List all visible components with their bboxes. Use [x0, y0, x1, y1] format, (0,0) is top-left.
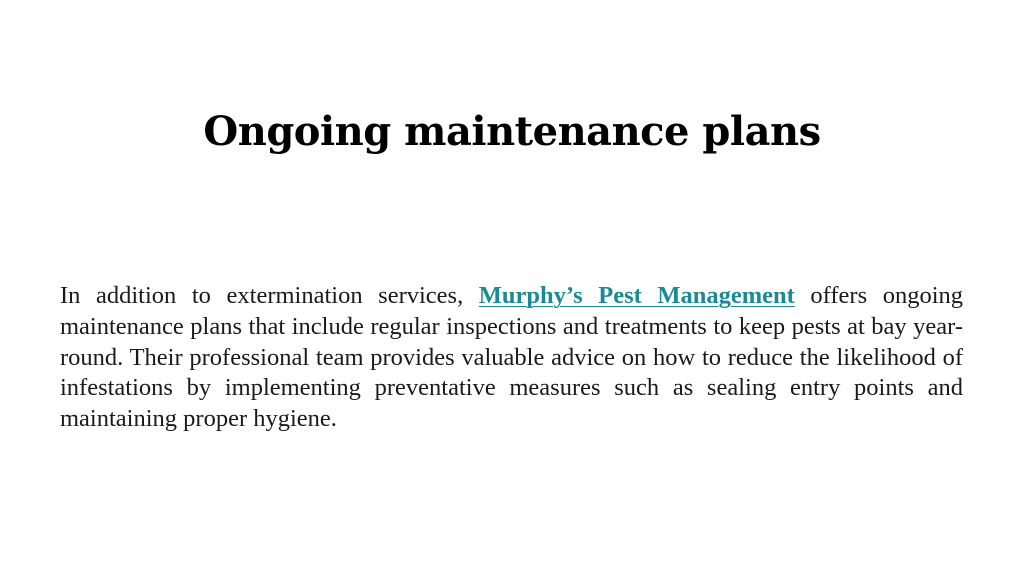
slide-title: Ongoing maintenance plans — [203, 108, 821, 155]
paragraph-continuation-text: offers ongoing maintenance plans that include regular inspections and treatments to keep pests at bay year-round. Their professional team provides valuable advice on how to reduce the likelihood of infestations by implementing preventative measures such as sealing entry points and maintaining proper hygiene. — [60, 282, 964, 433]
body-paragraph — [60, 281, 963, 435]
murphys-pest-management-link[interactable]: Murphy’s Pest Management — [478, 282, 795, 309]
paragraph-intro-text: In addition to extermination services, — [60, 282, 479, 309]
